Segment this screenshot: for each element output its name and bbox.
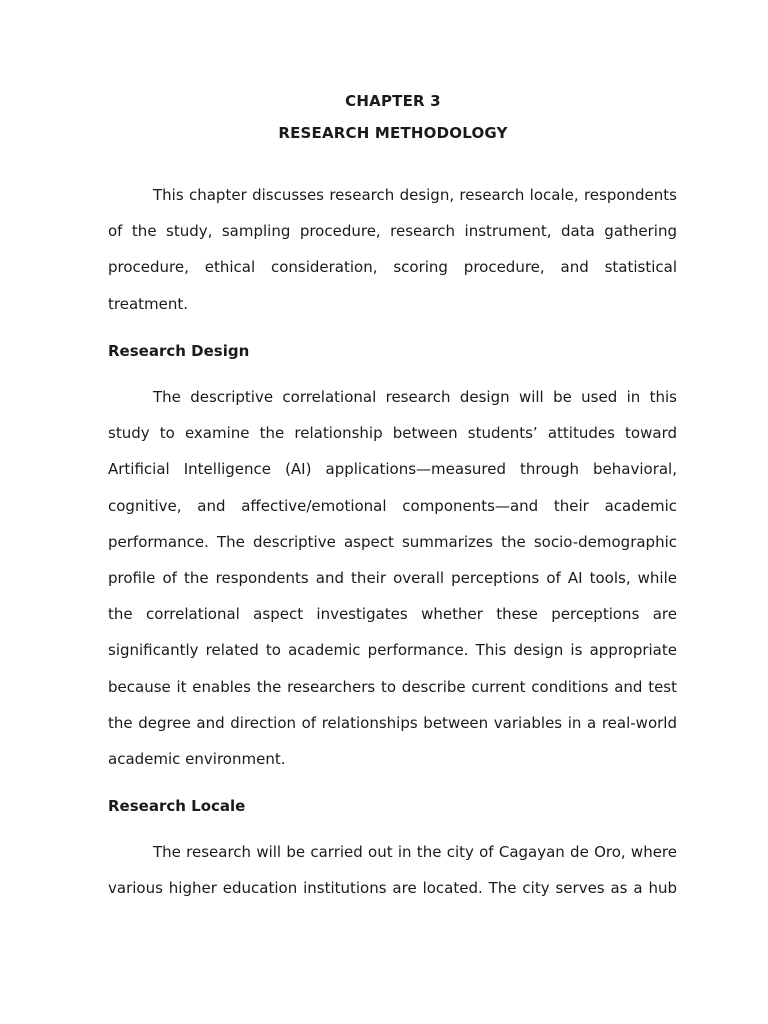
section-heading-research-locale: Research Locale (108, 797, 246, 815)
intro-paragraph: This chapter discusses research design, research locale, respondents of the study, sampling procedure, research instrument, data gathering procedure, ethical consideration, scoring procedure, and statistical treatment. (108, 186, 677, 313)
research-locale-section (108, 834, 677, 906)
chapter-title: RESEARCH METHODOLOGY (278, 124, 508, 142)
section-heading-research-design: Research Design (108, 342, 250, 360)
research-design-paragraph: The descriptive correlational research design will be used in this study to examine the relationship between students’ attitudes toward Artificial Intelligence (AI) applications—measured through behavioral, cognitive, and affective/emotional components—and their academic performance. The descriptive aspect summarizes the socio-demographic profile of the respondents and their overall perceptions of AI tools, while the correlational aspect investigates whether these perceptions are significantly related to academic performance. This design is appropriate because it enables the researchers to describe current conditions and test the degree and direction of relationships between variables in a real-world academic environment. (108, 388, 677, 769)
research-design-section (108, 379, 677, 777)
chapter-number: CHAPTER 3 (345, 92, 441, 110)
research-locale-paragraph: The research will be carried out in the city of Cagayan de Oro, where various higher education institutions are located. The city serves as a hub (108, 843, 677, 898)
intro-section (108, 177, 677, 322)
